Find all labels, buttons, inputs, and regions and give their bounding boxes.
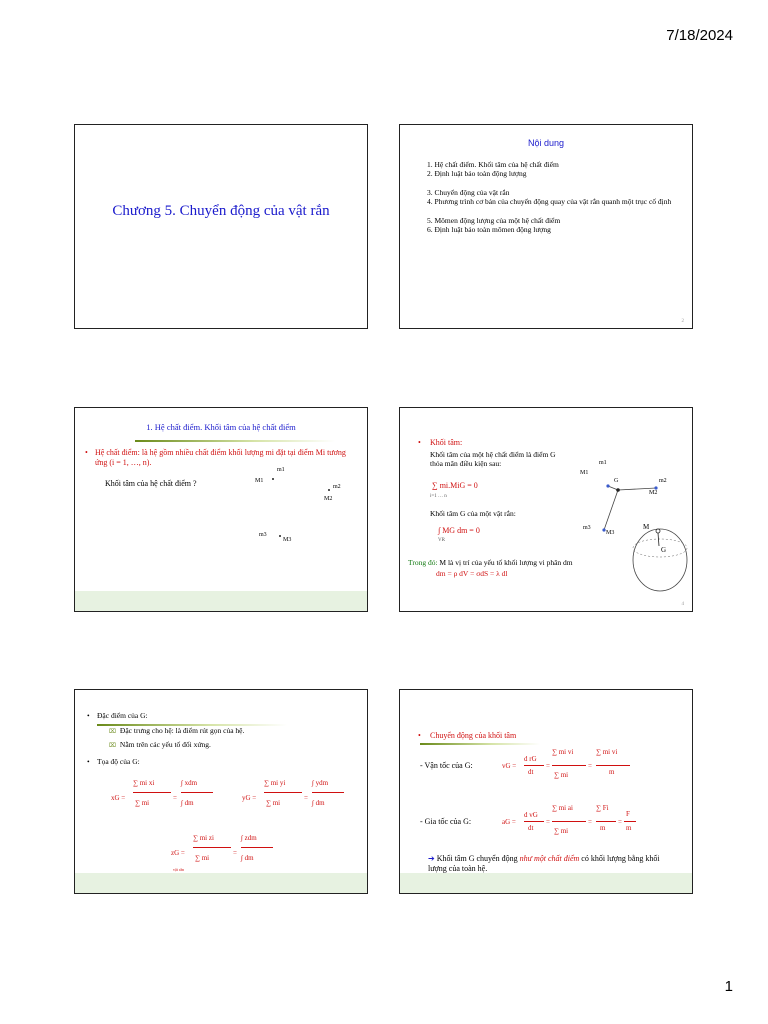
equals-sign: = <box>233 849 237 857</box>
integral-domain: vật rắn <box>173 867 184 872</box>
label-G: G <box>614 478 619 484</box>
toc-item: 2. Định luật bảo toàn động lượng <box>427 169 527 178</box>
toc-item: 1. Hệ chất điểm. Khối tâm của hệ chất điểm <box>427 160 559 169</box>
system-definition: • Hệ chất điểm: là hệ gồm nhiều chất điểm khối lượng mi đặt tại điểm Mi tương ứng (i = 1, …, n). <box>85 448 346 467</box>
fraction-bar <box>596 821 616 822</box>
conclusion-note: ➔ Khối tâm G chuyển động như một chất điểm có khối lượng bằng khối lượng của toàn hệ. <box>428 854 660 873</box>
slide-number: 2 <box>681 319 684 324</box>
solid-text: Khối tâm G của một vật rắn: <box>430 509 516 518</box>
point-G <box>616 488 620 492</box>
label-M2: M2 <box>649 490 658 496</box>
velocity-label: - Vận tốc của G: <box>420 761 473 770</box>
equals-sign: = <box>618 818 622 826</box>
point-dot <box>272 478 274 480</box>
equals-sign: = <box>546 762 550 770</box>
sum-mv: ∑ mi vi <box>552 748 574 756</box>
total-mass: m <box>609 768 615 776</box>
fraction-bar <box>133 792 171 793</box>
label-M3: M3 <box>283 537 292 543</box>
label-M3: M3 <box>606 530 615 536</box>
features-bullet: • Đặc điểm của G: <box>87 711 148 720</box>
label-m1: m1 <box>277 467 285 473</box>
page-number: 1 <box>724 978 733 995</box>
sum-mv-2: ∑ mi vi <box>596 748 618 756</box>
point-m1 <box>606 484 609 487</box>
label-m3: m3 <box>583 525 591 531</box>
bullet-icon: • <box>418 438 421 447</box>
equals-sign: = <box>588 818 592 826</box>
sum-ma: ∑ mi ai <box>552 804 573 812</box>
slide-4 <box>399 407 693 612</box>
toc-item: 6. Định luật bảo toàn mômen động lượng <box>427 225 551 234</box>
slide-3 <box>74 407 368 612</box>
feature-item: ⌧ Đặc trưng cho hệ: là điểm rút gọn của hệ. <box>109 726 245 735</box>
total-mass-2: m <box>600 824 606 832</box>
fraction-bar <box>241 847 273 848</box>
coordinates-bullet: • Tọa độ của G: <box>87 757 140 766</box>
dm-line: dm = ρ dV = σdS = λ dl <box>436 569 508 578</box>
zG-numerator: ∑ mi zi <box>193 834 214 842</box>
label-M1: M1 <box>580 470 589 476</box>
label-M: M <box>643 523 650 531</box>
toc-item: 3. Chuyển động của vật rắn <box>427 188 510 197</box>
label-M2: M2 <box>324 496 333 502</box>
formula-solid: ∫ MG dm = 0 <box>438 526 480 535</box>
footer-band <box>75 591 367 611</box>
center-of-mass-bullet: • Khối tâm: <box>418 438 463 447</box>
label-m1: m1 <box>599 460 607 466</box>
heading-rule <box>135 440 335 442</box>
slide-2 <box>399 124 693 329</box>
toc-heading: Nội dung <box>527 138 565 148</box>
fraction-bar <box>524 821 544 822</box>
dvG: d vG <box>524 811 538 819</box>
section-heading: 1. Hệ chất điểm. Khối tâm của hệ chất điểm <box>146 422 296 432</box>
solid-body-outline <box>633 529 687 591</box>
heading-rule <box>420 743 540 745</box>
fraction-bar <box>181 792 213 793</box>
zG-denominator: ∑ mi <box>195 854 210 862</box>
point-dot <box>328 489 330 491</box>
vG-label: vG = <box>502 762 517 770</box>
bullet-icon: • <box>87 757 90 766</box>
point-dot <box>279 535 281 537</box>
sum-m: ∑ mi <box>554 771 569 779</box>
xG-numerator: ∑ mi xi <box>133 779 155 787</box>
slide-5 <box>74 689 368 894</box>
formula-system: ∑ mi.MiG = 0 <box>432 481 478 490</box>
force-F: F <box>626 810 630 818</box>
fraction-bar <box>624 821 636 822</box>
yG-numerator: ∑ mi yi <box>264 779 286 787</box>
xG-denominator: ∑ mi <box>135 799 150 807</box>
xG-integral-den: ∫ dm <box>181 799 194 807</box>
fraction-bar <box>524 765 544 766</box>
label-m3: m3 <box>259 532 267 538</box>
zG-integral: ∫ zdm <box>241 834 257 842</box>
yG-label: yG = <box>242 794 257 802</box>
note-line: Trong đó: M là vị trí của yếu tố khối lượng vi phân dm <box>408 558 573 567</box>
total-mass-3: m <box>626 824 632 832</box>
formula-limit: VR <box>438 538 445 543</box>
arrow-right-icon: ➔ <box>428 854 435 863</box>
toc-list <box>427 160 677 234</box>
chapter-title: Chương 5. Chuyển động của vật rắn <box>112 203 330 219</box>
footer-band <box>75 873 367 893</box>
fraction-bar <box>552 765 586 766</box>
label-m2: m2 <box>659 478 667 484</box>
label-M1: M1 <box>255 478 264 484</box>
sum-m-2: ∑ mi <box>554 827 569 835</box>
slide-6 <box>399 689 693 894</box>
sub-bullet-icon: ⌧ <box>109 729 116 735</box>
dt-2: dt <box>528 824 534 832</box>
dt: dt <box>528 768 534 776</box>
solid-body-section <box>633 539 687 557</box>
sum-F: ∑ Fi <box>596 804 609 812</box>
fraction-bar <box>193 847 231 848</box>
yG-denominator: ∑ mi <box>266 799 281 807</box>
toc-item: 4. Phương trình cơ bản của chuyển động quay của vật rắn quanh một trục cố định <box>427 197 672 206</box>
center-of-mass-figure <box>572 456 690 592</box>
fraction-bar <box>312 792 344 793</box>
equals-sign: = <box>173 794 177 802</box>
zG-integral-den: ∫ dm <box>241 854 254 862</box>
acceleration-label: - Gia tốc của G: <box>420 817 472 826</box>
xG-label: xG = <box>111 794 126 802</box>
feature-item: ⌧ Nằm trên các yếu tố đối xứng. <box>109 740 211 749</box>
fraction-bar <box>552 821 586 822</box>
equals-sign: = <box>546 818 550 826</box>
bullet-icon: • <box>85 448 88 457</box>
xG-integral: ∫ xdm <box>181 779 198 787</box>
footer-band <box>400 873 692 893</box>
point-M <box>656 529 660 533</box>
yG-integral: ∫ ydm <box>312 779 329 787</box>
fraction-bar <box>264 792 302 793</box>
bullet-icon: • <box>87 711 90 720</box>
sub-bullet-icon: ⌧ <box>109 743 116 749</box>
bullet-icon: • <box>418 731 421 740</box>
aG-label: aG = <box>502 818 516 826</box>
definition-text: Khối tâm của một hệ chất điểm là điểm G thỏa mãn điều kiện sau: <box>430 450 556 468</box>
figure-line <box>604 490 618 530</box>
page-date: 7/18/2024 <box>666 27 733 44</box>
drG: d rG <box>524 755 537 763</box>
label-G-solid: G <box>661 546 667 554</box>
equals-sign: = <box>304 794 308 802</box>
motion-bullet: • Chuyển động của khối tâm <box>418 731 517 740</box>
fraction-bar <box>596 765 630 766</box>
slide-1 <box>74 124 368 329</box>
zG-label: zG = <box>171 849 185 857</box>
equals-sign: = <box>588 762 592 770</box>
center-of-mass-question: Khối tâm của hệ chất điểm ? <box>105 479 197 488</box>
vector-MG <box>658 533 659 546</box>
formula-limits: i=1 … n <box>430 494 447 499</box>
label-m2: m2 <box>333 484 341 490</box>
slide-number: 4 <box>681 602 684 607</box>
toc-item: 5. Mômen động lượng của một hệ chất điểm <box>427 216 561 225</box>
yG-integral-den: ∫ dm <box>312 799 325 807</box>
